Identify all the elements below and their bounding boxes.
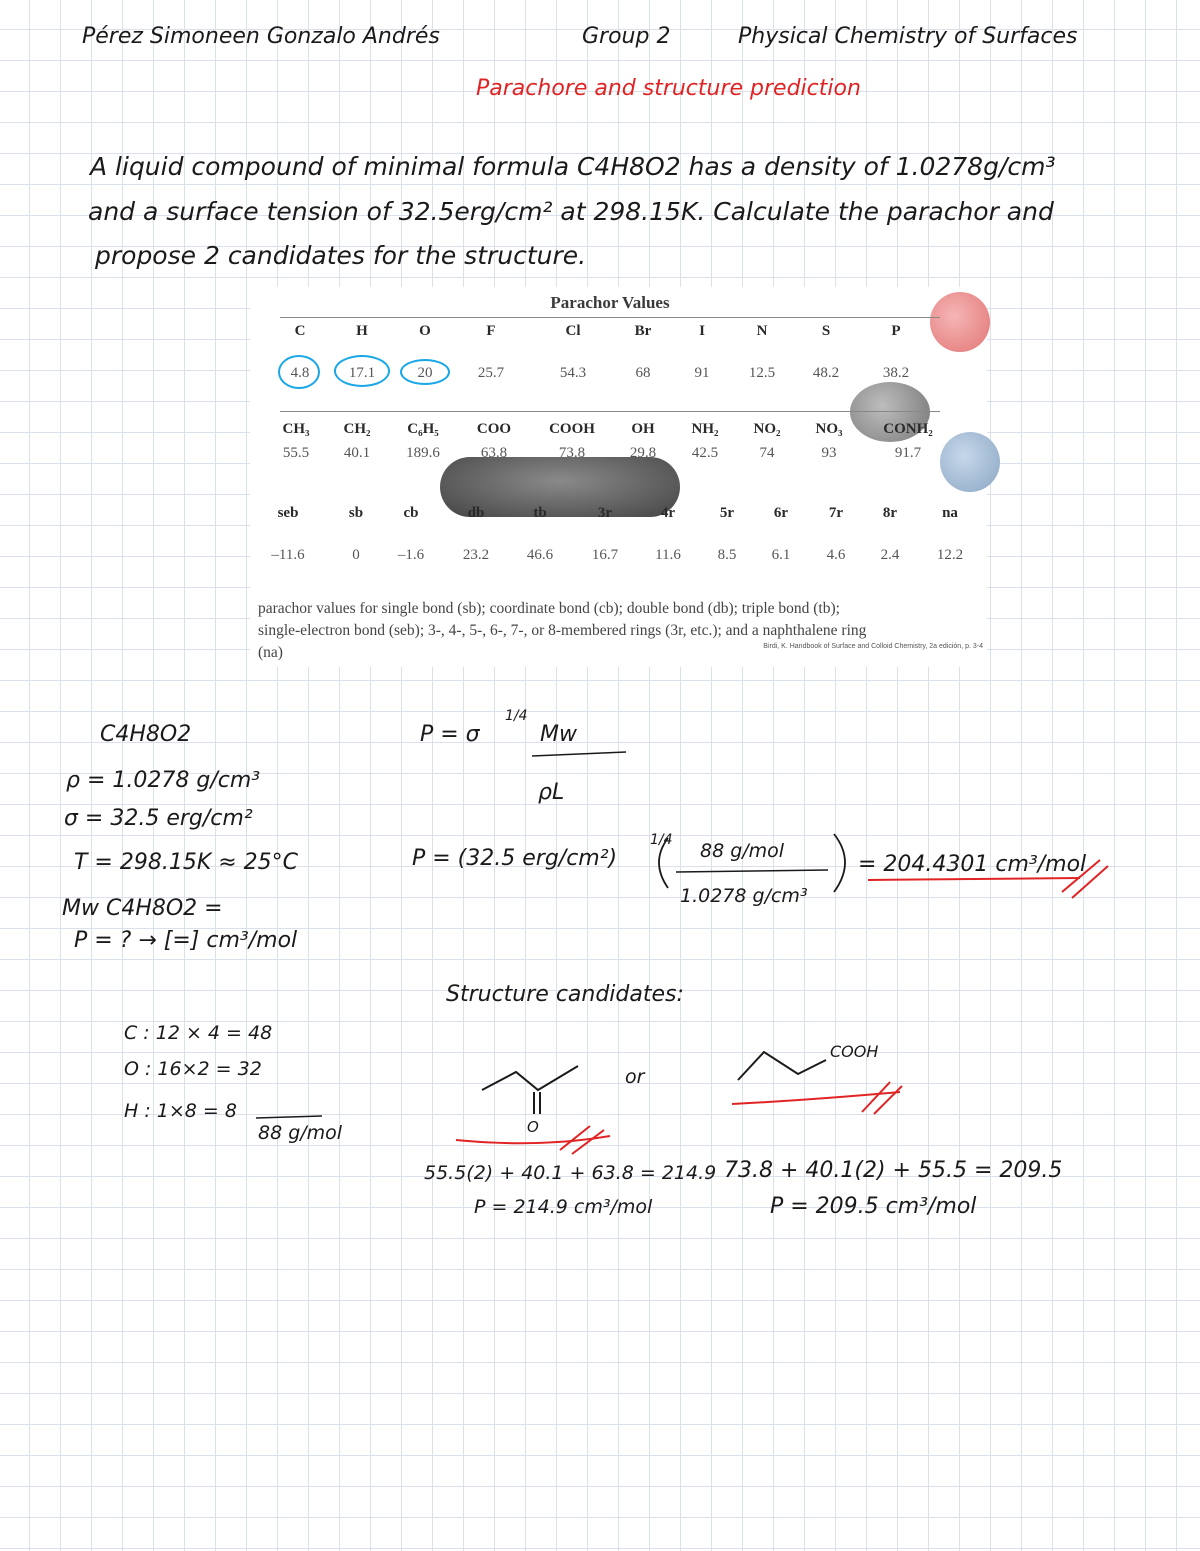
group-header: OH: [631, 421, 655, 437]
calc-exponent: 1/4: [650, 832, 673, 848]
table-title: Parachor Values: [550, 293, 670, 312]
calc-denominator: 1.0278 g/cm³: [680, 885, 808, 907]
group-value: 63.8: [480, 445, 508, 461]
group-header: CONH₂: [883, 421, 933, 437]
bond-value: 11.6: [655, 547, 681, 563]
bond-header: 3r: [597, 505, 613, 521]
unknown-parachor: P = ? → [=] cm³/mol: [74, 928, 298, 953]
bond-header: 6r: [773, 505, 789, 521]
bond-header: 7r: [828, 505, 844, 521]
mass-sum-bar: [256, 1116, 322, 1118]
bond-header: cb: [403, 505, 419, 521]
atom-header: Br: [634, 323, 652, 339]
group-header: COOH: [549, 421, 595, 437]
course-name: Physical Chemistry of Surfaces: [738, 24, 1078, 49]
calc-lhs: P = (32.5 erg/cm²): [412, 846, 618, 871]
atom-header: Cl: [565, 323, 581, 339]
candidate-2-sum: 73.8 + 40.1(2) + 55.5 = 209.5: [724, 1158, 1063, 1183]
acid-skeleton: [738, 1052, 826, 1080]
atom-header: F: [486, 323, 496, 339]
group-value: 74: [759, 445, 775, 461]
mass-hydrogen: H : 1×8 = 8: [124, 1100, 237, 1122]
group-label: Group 2: [582, 24, 671, 49]
bond-value: 16.7: [591, 547, 619, 563]
table-citation: Birdi, K. Handbook of Surface and Colloid Chemistry, 2a edición, p. 3-4: [763, 643, 983, 650]
parachor-result: = 204.4301 cm³/mol: [858, 852, 1087, 877]
author-name: Pérez Simoneen Gonzalo Andrés: [82, 24, 440, 49]
left-paren: [659, 838, 668, 888]
atom-header: I: [699, 323, 705, 339]
calc-numerator: 88 g/mol: [700, 840, 785, 862]
carboxyl-label: COOH: [830, 1042, 879, 1061]
atom-value: 54.3: [559, 365, 587, 381]
group-value: 91.7: [894, 445, 922, 461]
atom-value: 25.7: [477, 365, 505, 381]
atom-value: 17.1: [348, 365, 376, 381]
general-equation-numerator: Mw: [540, 722, 577, 747]
bond-header: sb: [348, 505, 364, 521]
bond-value: –1.6: [397, 547, 425, 563]
mass-oxygen: O : 16×2 = 32: [124, 1058, 262, 1080]
atom-value: 68: [635, 365, 651, 381]
candidate-1-sum: 55.5(2) + 40.1 + 63.8 = 214.9: [424, 1162, 717, 1184]
caption-line-3: (na): [258, 644, 283, 661]
mass-total: 88 g/mol: [258, 1122, 343, 1144]
atom-header: S: [821, 323, 831, 339]
bond-header: tb: [533, 505, 547, 521]
bond-header: 8r: [882, 505, 898, 521]
bond-header: db: [467, 505, 485, 521]
atom-value: 48.2: [812, 365, 840, 381]
bond-value: 23.2: [462, 547, 490, 563]
group-header: CH₂: [343, 421, 371, 437]
atom-header: O: [419, 323, 431, 339]
group-value: 93: [821, 445, 837, 461]
group-value: 189.6: [406, 445, 440, 461]
general-equation-lhs: P = σ: [420, 722, 480, 747]
right-paren: [834, 834, 845, 892]
molecular-weight: Mw C4H8O2 =: [62, 896, 223, 921]
caption-line-2: single-electron bond (seb); 3-, 4-, 5-, 6-, 7-, or 8-membered rings (3r, etc.); and a naphthalene ring: [258, 622, 867, 639]
general-fraction-bar: [532, 752, 626, 756]
candidate-2-strike: [862, 1082, 902, 1114]
bond-header: 4r: [660, 505, 676, 521]
mass-carbon: C : 12 × 4 = 48: [124, 1022, 273, 1044]
temperature: T = 298.15K ≈ 25°C: [74, 850, 299, 875]
group-header: COO: [476, 421, 512, 437]
bond-value: 6.1: [771, 547, 791, 563]
carbonyl-oxygen-label: O: [527, 1118, 539, 1136]
atom-header: N: [756, 323, 768, 339]
bond-value: 12.2: [936, 547, 964, 563]
atom-header: H: [356, 323, 368, 339]
general-equation-exponent: 1/4: [505, 708, 528, 724]
bond-value: 46.6: [526, 547, 554, 563]
bond-header: na: [942, 505, 958, 521]
problem-line-3: propose 2 candidates for the structure.: [95, 241, 587, 270]
group-value: 42.5: [691, 445, 719, 461]
bond-value: 0: [352, 547, 360, 563]
bond-header: seb: [277, 505, 299, 521]
group-header: NH₂: [691, 421, 719, 437]
group-value: 40.1: [343, 445, 371, 461]
bond-value: 4.6: [826, 547, 846, 563]
page-title: Parachore and structure prediction: [476, 76, 861, 101]
general-equation-denominator: ρL: [538, 780, 565, 805]
bond-value: 8.5: [717, 547, 737, 563]
group-value: 55.5: [282, 445, 310, 461]
group-header: CH₃: [282, 421, 310, 437]
surface-tension: σ = 32.5 erg/cm²: [64, 806, 253, 831]
group-header: NO₂: [753, 421, 781, 437]
atom-value: 12.5: [748, 365, 776, 381]
bond-value: 2.4: [880, 547, 900, 563]
or-label: or: [625, 1066, 645, 1088]
group-header: C₆H₅: [407, 421, 439, 437]
group-header: NO₃: [815, 421, 843, 437]
bond-header: 5r: [719, 505, 735, 521]
result-underline: [868, 878, 1080, 880]
atom-header: C: [294, 323, 306, 339]
density: ρ = 1.0278 g/cm³: [66, 768, 261, 793]
formula: C4H8O2: [100, 722, 192, 747]
calc-fraction-bar: [676, 870, 828, 872]
atom-value: 38.2: [882, 365, 910, 381]
candidate-1-result: P = 214.9 cm³/mol: [474, 1196, 653, 1218]
group-value: 29.8: [629, 445, 657, 461]
problem-line-2: and a surface tension of 32.5erg/cm² at 298.15K. Calculate the parachor and: [88, 197, 1054, 226]
caption-line-1: parachor values for single bond (sb); coordinate bond (cb); double bond (db); triple bond (tb);: [258, 600, 840, 617]
group-value: 73.8: [558, 445, 586, 461]
candidate-2-result: P = 209.5 cm³/mol: [770, 1194, 977, 1219]
atom-value: 20: [417, 365, 433, 381]
atom-value: 91: [694, 365, 710, 381]
atom-header: P: [891, 323, 901, 339]
atom-value: 4.8: [290, 365, 310, 381]
problem-line-1: A liquid compound of minimal formula C4H8O2 has a density of 1.0278g/cm³: [90, 152, 1056, 181]
ketone-skeleton: [482, 1066, 578, 1090]
structures-heading: Structure candidates:: [446, 982, 684, 1007]
ketone-double-bond: [534, 1092, 540, 1114]
bond-value: –11.6: [271, 547, 305, 563]
